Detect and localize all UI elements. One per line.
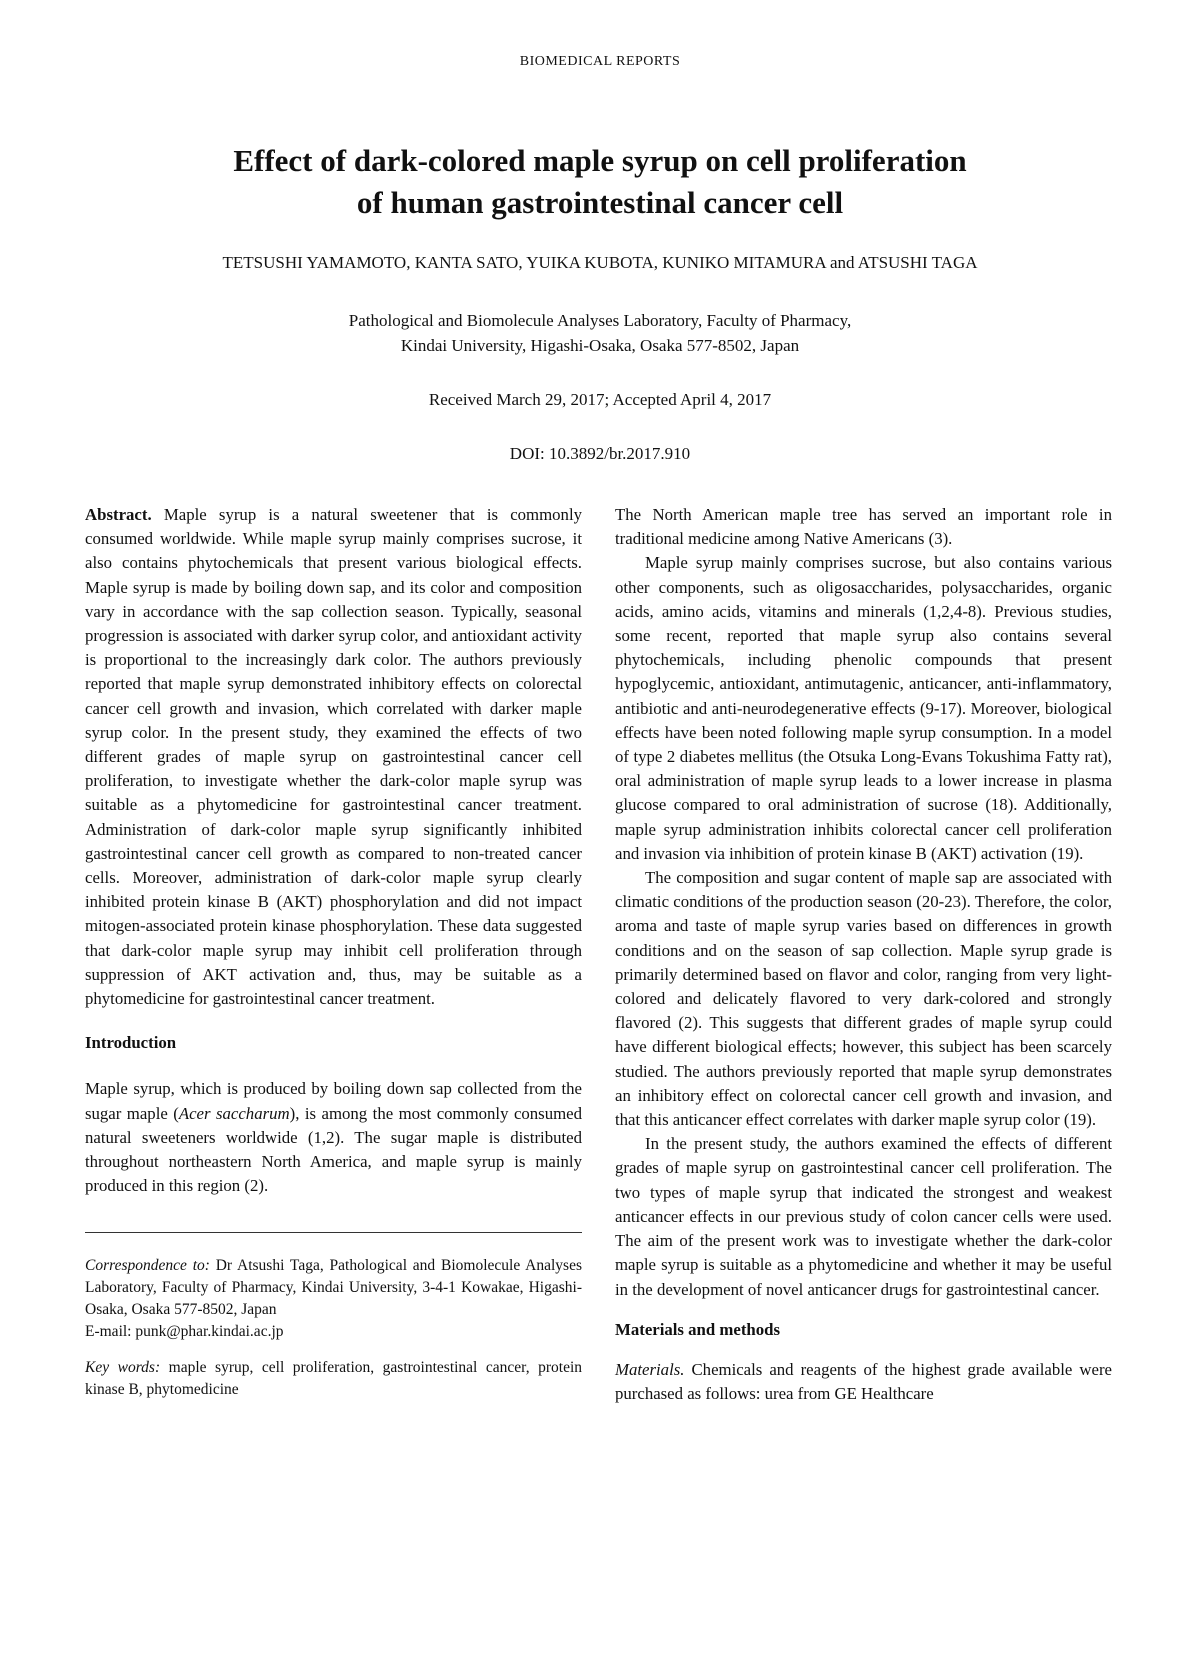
received-accepted-dates: Received March 29, 2017; Accepted April 4, 2017	[428, 390, 772, 409]
right-column	[615, 503, 1112, 1406]
abstract-label: Abstract.	[85, 505, 152, 524]
keywords-note	[85, 1357, 582, 1401]
introduction-heading: Introduction	[85, 1033, 177, 1053]
introduction-paragraph-5: In the present study, the authors examined the effects of different grades of maple syrup on gastrointestinal cancer cell proliferation. The two types of maple syrup that indicated the strongest and weakest anticancer effects in our previous study of colon cancer cells were used. The aim of the present work was to investigate whether the dark-color maple syrup is suitable as a phytomedicine and whether it may be useful in the development of novel anticancer drugs for gastrointestinal cancer.	[615, 1134, 1112, 1299]
correspondence-text: Dr Atsushi Taga, Pathological and Biomolecule Analyses Laboratory, Faculty of Pharmacy, Kindai University, 3-4-1 Kowakae, Higashi-Osaka, Osaka 577-8502, Japan	[85, 1257, 582, 1319]
affiliation	[150, 308, 1050, 358]
journal-name: BIOMEDICAL REPORTS	[519, 54, 681, 69]
author-list: TETSUSHI YAMAMOTO, KANTA SATO, YUIKA KUBOTA, KUNIKO MITAMURA and ATSUSHI TAGA	[222, 253, 978, 272]
correspondence-email: E-mail: punk@phar.kindai.ac.jp	[85, 1323, 284, 1341]
paper-title	[100, 140, 1100, 224]
title-line-2: of human gastrointestinal cancer cell	[356, 185, 844, 220]
correspondence-note	[85, 1255, 582, 1343]
methods-heading: Materials and methods	[615, 1319, 781, 1339]
species-name: Acer saccharum	[178, 1103, 290, 1123]
abstract-text: Maple syrup is a natural sweetener that is commonly consumed worldwide. While maple syrup mainly comprises sucrose, it also contains phytochemicals that present various biological effects. Maple syrup is made by boiling down sap, and its color and composition vary in accordance with the sap collection season. Typically, seasonal progression is associated with darker syrup color, and antioxidant activity is proportional to the increasingly dark color. The authors previously reported that maple syrup demonstrated inhibitory effects on colorectal cancer cell growth and invasion, which correlated with darker maple syrup color. In the present study, they examined the effects of two different grades of maple syrup on gastrointestinal cancer cell proliferation, to investigate whether the dark-color maple syrup was suitable as a phytomedicine for gastrointestinal cancer treatment. Administration of dark-color maple syrup significantly inhibited gastrointestinal cancer cell growth as compared to non-treated cancer cells. Moreover, administration of dark-color maple syrup clearly inhibited protein kinase B (AKT) phosphorylation and did not impact mitogen-associated protein kinase phosphorylation. These data suggested that dark-color maple syrup may inhibit cell proliferation through suppression of AKT activation and, thus, may be suitable as a phytomedicine for gastrointestinal cancer treatment.	[85, 505, 582, 1009]
abstract	[85, 503, 582, 1011]
keywords-label: Key words:	[85, 1359, 161, 1377]
affiliation-line-2: Kindai University, Higashi-Osaka, Osaka 577-8502, Japan	[400, 336, 800, 355]
left-column	[85, 503, 582, 1401]
materials-text: Chemicals and reagents of the highest grade available were purchased as follows: urea from GE Healthcare	[615, 1359, 1112, 1404]
title-line-1: Effect of dark-colored maple syrup on cell proliferation	[233, 143, 967, 178]
materials-label: Materials.	[615, 1359, 685, 1379]
footnote-divider	[85, 1232, 582, 1233]
introduction-paragraph-3: Maple syrup mainly comprises sucrose, but also contains various other components, such as oligosaccharides, polysaccharides, organic acids, amino acids, vitamins and minerals (1,2,4-8). Previous studies, some recent, reported that maple syrup also contains several phytochemicals, including phenolic compounds that present hypoglycemic, antioxidant, antimutagenic, anticancer, anti-inflammatory, antibiotic and anti-neurodegenerative effects (9-17). Moreover, biological effects have been noted following maple syrup consumption. In a model of type 2 diabetes mellitus (the Otsuka Long-Evans Tokushima Fatty rat), oral administration of maple syrup leads to a lower increase in plasma glucose compared to oral administration of sucrose (18). Additionally, maple syrup administration inhibits colorectal cancer cell proliferation and invasion via inhibition of protein kinase B (AKT) activation (19).	[615, 553, 1112, 863]
doi: DOI: 10.3892/br.2017.910	[509, 444, 691, 463]
introduction-paragraph-4: The composition and sugar content of maple sap are associated with climatic conditions of the production season (20-23). Therefore, the color, aroma and taste of maple syrup varies based on differences in growth conditions and on the season of sap collection. Maple syrup grade is primarily determined based on flavor and color, ranging from very light-colored and delicately flavored to very dark-colored and strongly flavored (2). This suggests that different grades of maple syrup could have different biological effects; however, this subject has been scarcely studied. The authors previously reported that maple syrup demonstrates an inhibitory effect on colorectal cancer cell growth and invasion, and that this anticancer effect correlates with darker maple syrup color (19).	[615, 868, 1112, 1130]
introduction-paragraph-2: The North American maple tree has served an important role in traditional medicine among Native Americans (3).	[615, 505, 1112, 549]
materials-paragraph	[615, 1358, 1112, 1406]
intro-p1-part-b: ), is among the most commonly consumed natural sweeteners worldwide (1,2). The sugar maple is distributed throughout northeastern North America, and maple syrup is mainly produced in this region (2).	[85, 1103, 582, 1196]
affiliation-line-1: Pathological and Biomolecule Analyses Laboratory, Faculty of Pharmacy,	[348, 311, 852, 330]
intro-p1-part-a: Maple syrup, which is produced by boiling down sap collected from the sugar maple (	[85, 1079, 582, 1123]
correspondence-label: Correspondence to:	[85, 1257, 210, 1275]
keywords-text: maple syrup, cell proliferation, gastrointestinal cancer, protein kinase B, phytomedicine	[85, 1359, 583, 1399]
introduction-paragraph-1	[85, 1077, 582, 1198]
